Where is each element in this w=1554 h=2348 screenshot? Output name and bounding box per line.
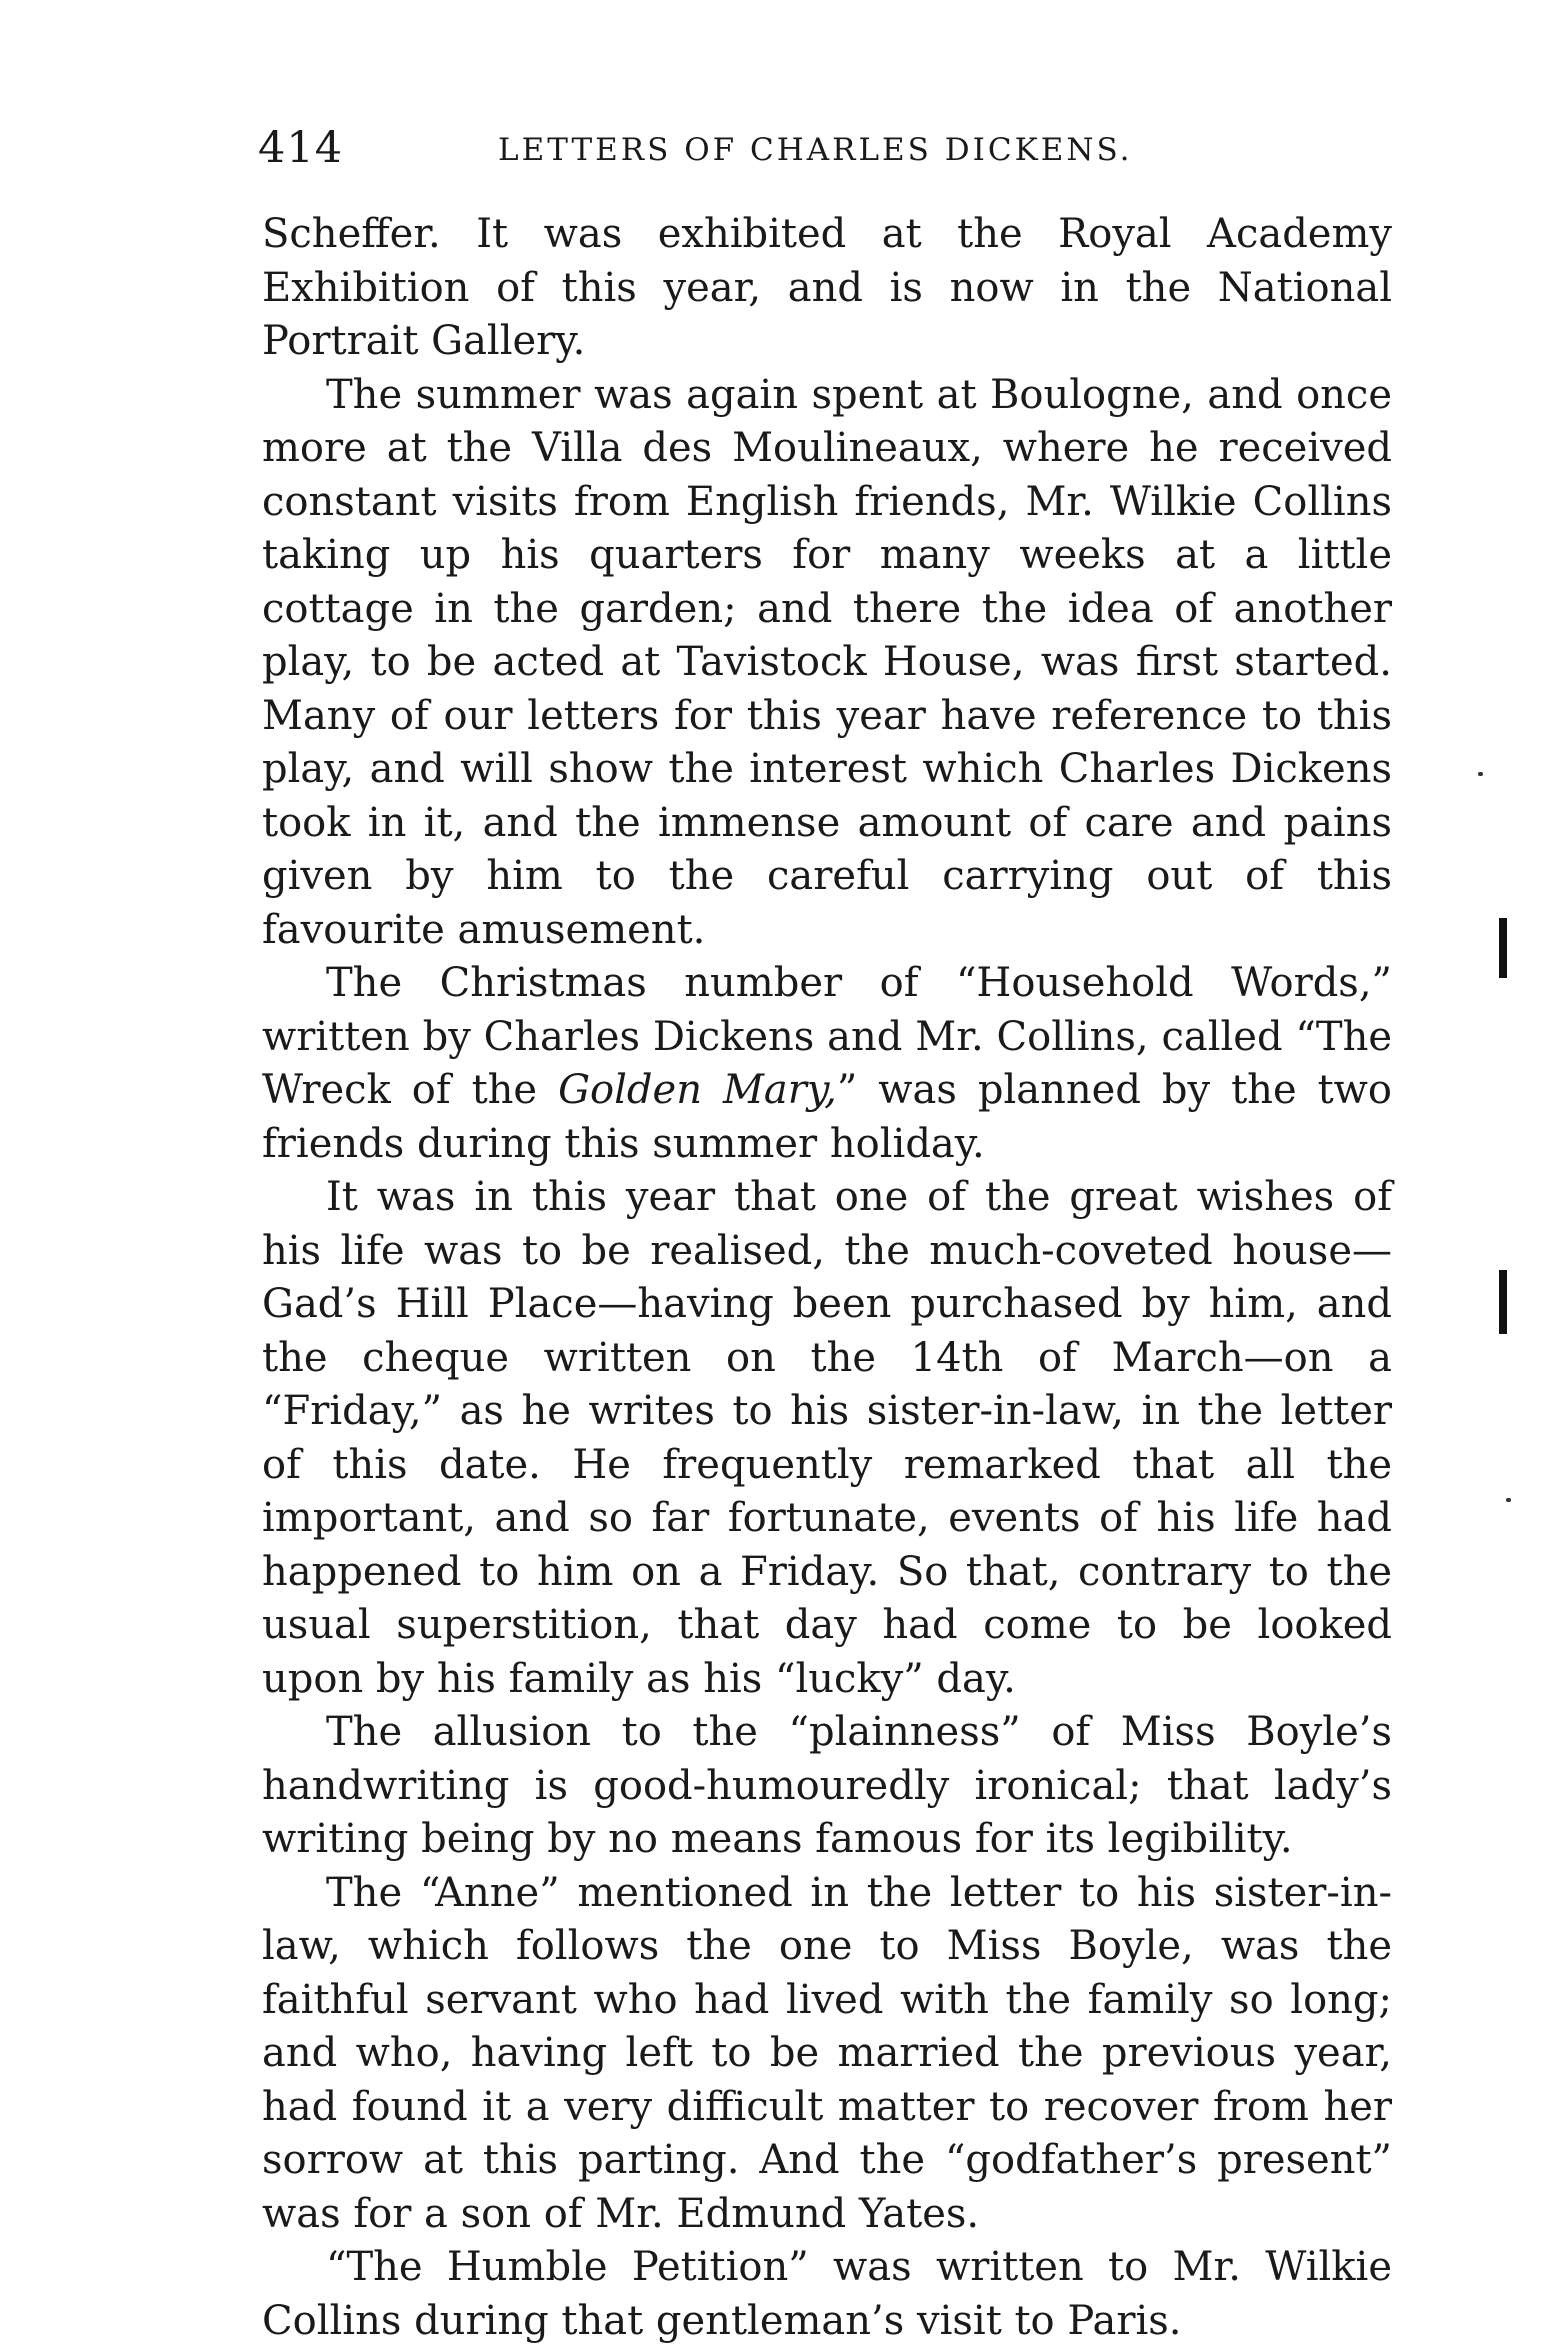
paragraph: The summer was again spent at Boulogne, and once more at the Villa des Moulineaux, where he received constant visits from English friends, Mr. Wilkie Collins taking up his quarters for many weeks at a little cottage in the garden; and there the idea of another play, to be acted at Tavistock House, was first started. Many of our letters for this year have reference to this play, and will show the interest which Charles Dickens took in it, and the immense amount of care and pains given by him to the careful carrying out of this favourite amusement. (262, 371, 1392, 953)
margin-mark (1499, 1270, 1507, 1334)
page-number: 414 (258, 123, 344, 173)
paragraph (262, 957, 1392, 1171)
margin-speck (1478, 772, 1483, 776)
paragraph: The “Anne” mentioned in the letter to his sister-in-law, which follows the one to Miss Boyle, was the faithful servant who had lived with the family so long; and who, having left to be married the previous year, had found it a very difficult matter to recover from her sorrow at this parting. And the “godfather’s present” was for a son of Mr. Edmund Yates. (262, 1869, 1392, 2237)
body-text (262, 208, 1392, 2348)
paragraph: The allusion to the “plainness” of Miss Boyle’s handwriting is good-humouredly ironical; that lady’s writing being by no means famous for its legibility. (262, 1709, 1392, 1862)
page-header (258, 118, 1138, 178)
running-head: LETTERS OF CHARLES DICKENS. (498, 132, 1133, 168)
paragraph: Scheffer. It was exhibited at the Royal Academy Exhibition of this year, and is now in the National Portrait Gallery. (262, 211, 1392, 364)
margin-mark (1499, 918, 1507, 978)
paragraph-text: The Christmas number of “Household Words,” written by Charles Dickens and Mr. Collins, called “The Wreck of the (262, 960, 1392, 1113)
paragraph-text: ” was planned by the two friends during this summer holiday. (262, 1067, 1392, 1167)
margin-speck (1506, 1498, 1511, 1502)
paragraph: It was in this year that one of the great wishes of his life was to be realised, the much-coveted house—Gad’s Hill Place—having been purchased by him, and the cheque written on the 14th of March—on a “Friday,” as he writes to his sister-in-law, in the letter of this date. He frequently remarked that all the important, and so far fortunate, events of his life had happened to him on a Friday. So that, contrary to the usual superstition, that day had come to be looked upon by his family as his “lucky” day. (262, 1174, 1392, 1702)
ship-name: Golden Mary, (558, 1067, 837, 1113)
paragraph: “The Humble Petition” was written to Mr. Wilkie Collins during that gentleman’s visit to Paris. (262, 2244, 1392, 2344)
